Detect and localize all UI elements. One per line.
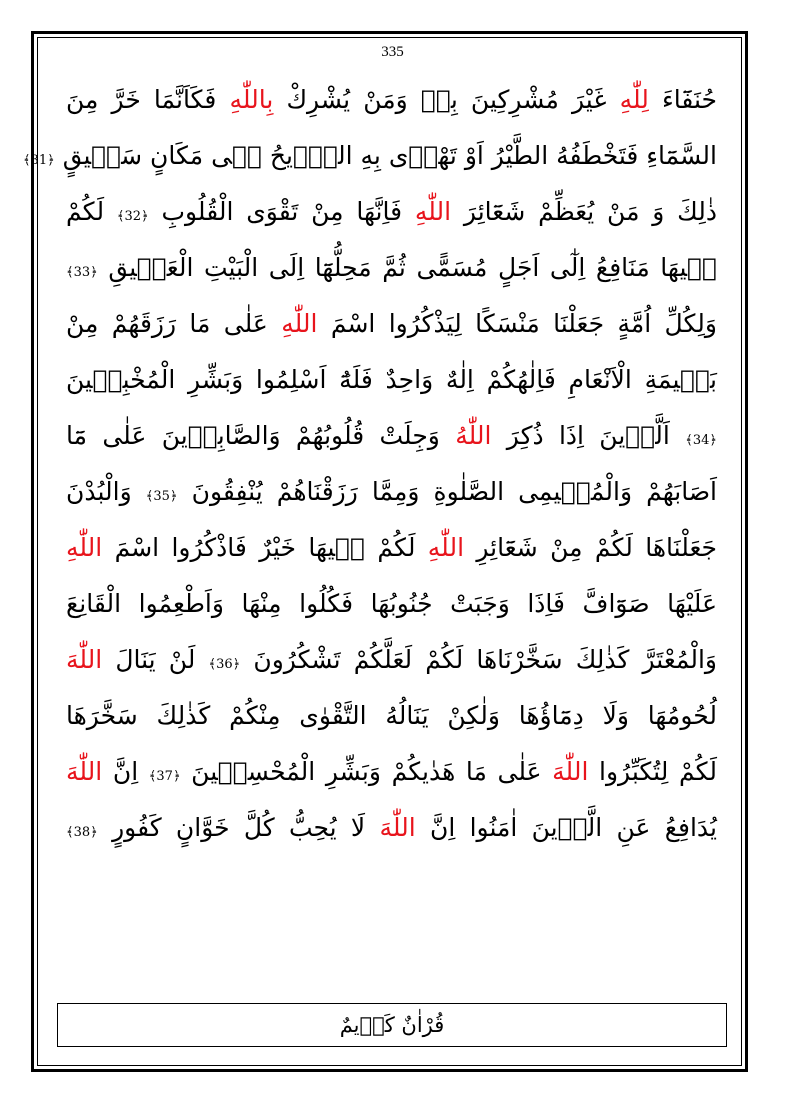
- verse-text: لَكُمْ لِتُكَبِّرُوا: [588, 757, 718, 786]
- text-line: [66, 576, 717, 632]
- text-line: [66, 464, 717, 520]
- verse-text: عَلٰى مَا هَدٰيكُمْ وَبَشِّرِ الْمُحْسِنٖينَ: [180, 757, 553, 786]
- ayah-number-marker: ﴿38﴾: [66, 825, 98, 840]
- verse-text: وَالْبُدْنَ: [66, 477, 146, 506]
- text-line: [66, 184, 717, 240]
- divine-name-highlight: لِلّٰهِ: [619, 85, 649, 114]
- verse-text: حُنَفَٓاءَ: [648, 85, 717, 114]
- verse-text: لَكُمْ: [66, 197, 117, 226]
- verse-text: لَا يُحِبُّ كُلَّ خَوَّانٍ كَفُورٍ: [97, 813, 380, 842]
- text-line: [66, 520, 717, 576]
- divine-name-highlight: اللّٰهَ: [66, 645, 103, 674]
- verse-text: اِنَّ: [102, 757, 149, 786]
- verse-text-block: [22, 72, 718, 856]
- ayah-number-marker: ﴿34﴾: [685, 433, 717, 448]
- divine-name-highlight: اللّٰهَ: [66, 757, 103, 786]
- verse-text: يُدَافِعُ عَنِ الَّذٖينَ اٰمَنُوا اِنَّ: [415, 813, 717, 842]
- text-line: [66, 800, 717, 856]
- ayah-number-marker: ﴿37﴾: [148, 769, 181, 784]
- verse-text: لَكُمْ فٖيهَا خَيْرٌ فَاذْكُرُوا اسْمَ: [102, 533, 428, 562]
- divine-name-highlight: اللّٰهِ: [66, 533, 103, 562]
- verse-text: اَصَابَهُمْ وَالْمُقٖيمِى الصَّلٰوةِ وَمِمَّا رَزَقْنَاهُمْ يُنْفِقُونَ: [177, 477, 718, 506]
- verse-text: السَّمَٓاءِ فَتَخْطَفُهُ الطَّيْرُ اَوْ تَهْوٖى بِهِ الرّٖيحُ فٖى مَكَانٍ سَحٖيقٍ: [54, 141, 717, 170]
- divine-name-highlight: اللّٰهِ: [427, 533, 465, 562]
- verse-text: وَالْمُعْتَرَّ كَذٰلِكَ سَخَّرْنَاهَا لَكُمْ لَعَلَّكُمْ تَشْكُرُونَ: [240, 645, 717, 674]
- verse-text: فٖيهَا مَنَافِعُ اِلٰٓى اَجَلٍ مُسَمًّى ثُمَّ مَحِلُّهَٓا اِلَى الْبَيْتِ الْعَتٖيقِ: [97, 253, 717, 282]
- divine-name-highlight: اللّٰهِ: [414, 197, 452, 226]
- verse-text: فَكَاَنَّمَا خَرَّ مِنَ: [66, 85, 230, 114]
- verse-text: بَهٖيمَةِ الْاَنْعَامِ فَاِلٰهُكُمْ اِلٰهٌ وَاحِدٌ فَلَهُٓ اَسْلِمُوا وَبَشِّرِ الْمُخْبِتٖينَ: [66, 365, 717, 394]
- ayah-number-marker: ﴿32﴾: [116, 209, 149, 224]
- ayah-number-marker: ﴿35﴾: [145, 489, 178, 504]
- verse-text: اَلَّذٖينَ اِذَا ذُكِرَ: [491, 421, 686, 450]
- text-line: [66, 296, 717, 352]
- text-line: [66, 744, 717, 800]
- ayah-number-marker: ﴿33﴾: [66, 265, 98, 280]
- ayah-number-marker: ﴿36﴾: [208, 657, 241, 672]
- divine-name-highlight: بِاللّٰهِ: [229, 85, 274, 114]
- text-line: [66, 240, 717, 296]
- verse-text: فَاِنَّهَا مِنْ تَقْوَى الْقُلُوبِ: [148, 197, 415, 226]
- verse-text: لَنْ يَنَالَ: [102, 645, 209, 674]
- text-line: [66, 632, 717, 688]
- verse-text: لُحُومُهَا وَلَا دِمَٓاؤُهَا وَلٰكِنْ يَنَالُهُ التَّقْوٰى مِنْكُمْ كَذٰلِكَ سَخَّرَهَا: [66, 701, 717, 730]
- text-line: [22, 128, 717, 184]
- verse-text: ذٰلِكَ وَ مَنْ يُعَظِّمْ شَعَٓائِرَ: [451, 197, 717, 226]
- verse-text: غَيْرَ مُشْرِكِينَ بِهٖ وَمَنْ يُشْرِكْ: [273, 85, 620, 114]
- verse-text: عَلٰى مَا رَزَقَهُمْ مِنْ: [66, 309, 282, 338]
- verse-text: وَجِلَتْ قُلُوبُهُمْ وَالصَّابِرٖينَ عَلٰى مَٓا: [66, 421, 456, 450]
- verse-text: وَلِكُلِّ اُمَّةٍ جَعَلْنَا مَنْسَكًا لِيَذْكُرُوا اسْمَ: [317, 309, 717, 338]
- divine-name-highlight: اللّٰهَ: [552, 757, 589, 786]
- divine-name-highlight: اللّٰهِ: [281, 309, 318, 338]
- divine-name-highlight: اللّٰهَ: [379, 813, 416, 842]
- footer-box: [57, 1003, 727, 1047]
- page-number: 335: [381, 44, 404, 60]
- text-line: [66, 688, 717, 744]
- text-line: [66, 72, 717, 128]
- verse-text: جَعَلْنَاهَا لَكُمْ مِنْ شَعَٓائِرِ: [464, 533, 718, 562]
- footer-label: قُرْاٰنٌ كَرٖيمٌ: [339, 1013, 445, 1037]
- verse-text: عَلَيْهَا صَوَٓافَّ فَاِذَا وَجَبَتْ جُنُوبُهَا فَكُلُوا مِنْهَا وَاَطْعِمُوا الْقَانِعَ: [66, 589, 717, 618]
- text-line: [66, 408, 717, 464]
- text-line: [66, 352, 717, 408]
- ayah-number-marker: ﴿31﴾: [22, 153, 55, 168]
- divine-name-highlight: اللّٰهُ: [455, 421, 492, 450]
